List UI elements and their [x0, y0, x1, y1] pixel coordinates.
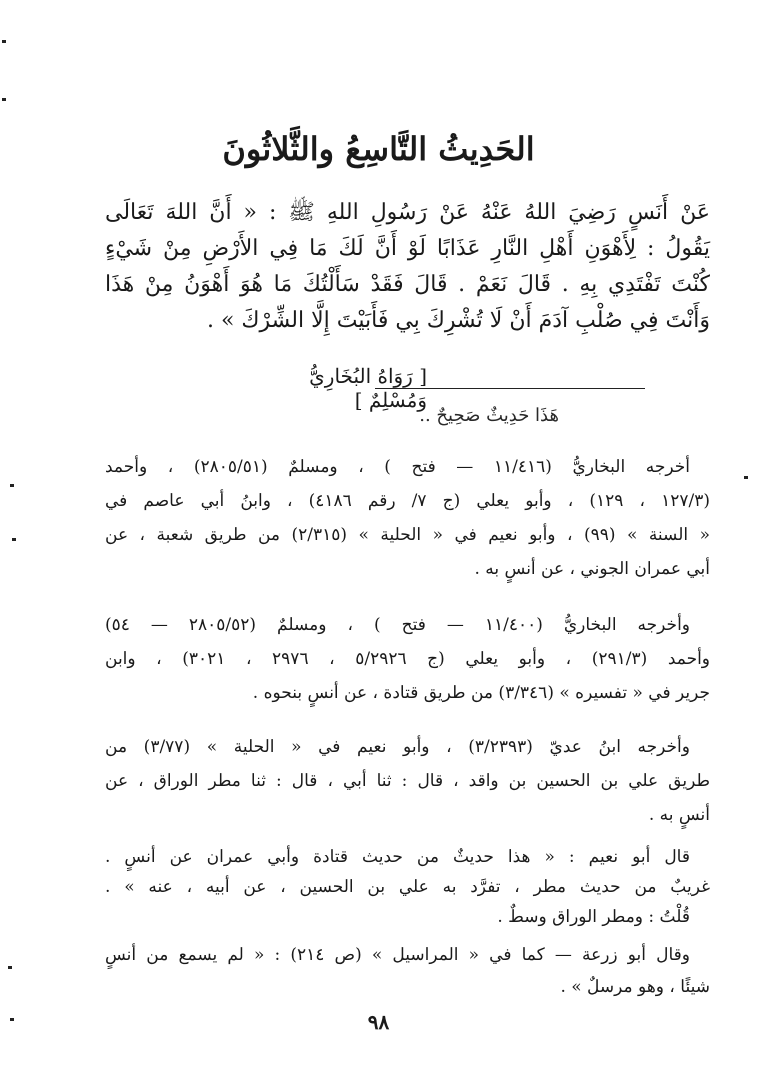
commentary-line: وأخرجه البخاريُّ (١١/٤٠٠ — فتح ) ، ومسلمٌ (٢٨٠٥/٥٢ — ٥٤): [105, 615, 690, 635]
commentary-line: شيئًا ، وهو مرسلٌ » .: [560, 977, 710, 997]
commentary-line: وأحمد (٢٩١/٣) ، وأبو يعلي (ج ٥/٢٩٢٦ ، ٢٩٧٦ ، ٣٠٢١) ، وابن: [105, 649, 711, 669]
commentary-paragraph: [105, 842, 710, 942]
scan-speck: [10, 484, 14, 487]
commentary-line: قُلْتُ : ومطر الوراق وسطٌ .: [497, 907, 690, 927]
scan-speck: [10, 1018, 14, 1021]
scan-speck: [744, 476, 748, 479]
commentary-line: قال أبو نعيم : « هذا حديثٌ من حديث قتادة وأبي عمران عن أنسٍ .: [105, 847, 690, 867]
commentary-line: وأخرجه ابنُ عديّ (٣/٢٣٩٣) ، وأبو نعيم في « الحلية » (٣/٧٧) من: [105, 737, 690, 757]
commentary-line: (١٢٧/٣ ، ١٢٩) ، وأبو يعلي (ج ٧/ رقم ٤١٨٦) ، وابنُ أبي عاصم في: [105, 491, 710, 511]
commentary-paragraph: [105, 452, 710, 582]
commentary-line: جرير في « تفسيره » (٣/٣٤٦) من طريق قتادة ، عن أنسٍ بنحوه .: [252, 683, 710, 703]
commentary-line: أبي عمران الجوني ، عن أنسٍ به .: [474, 559, 710, 579]
hadith-line: يَقُولُ : لِأَهْوَنِ أَهْلِ النَّارِ عَذَابًا لَوْ أَنَّ لَكَ مَا فِي الأَرْضِ مِنْ شَيْءٍ: [105, 236, 710, 261]
hadith-source: [ رَوَاهُ البُخَارِيُّ وَمُسْلِمٌ ]: [309, 364, 427, 412]
commentary-line: « السنة » (٩٩) ، وأبو نعيم في « الحلية » (٢/٣١٥) من طريق شعبة ، عن: [105, 525, 711, 545]
hadith-line: عَنْ أَنَسٍ رَضِيَ اللهُ عَنْهُ عَنْ رَسُولِ اللهِ ﷺ : « أَنَّ اللهَ تَعَالَى: [105, 200, 710, 225]
commentary-paragraph: [105, 940, 710, 1010]
commentary-line: وقال أبو زرعة — كما في « المراسيل » (ص ٢١٤) : « لم يسمع من أنسٍ: [105, 945, 691, 965]
commentary-paragraph: [105, 610, 710, 710]
scan-speck: [2, 40, 6, 43]
hadith-text: [105, 195, 710, 345]
footnote-divider: [375, 388, 645, 389]
scan-speck: [2, 98, 6, 101]
scan-speck: [8, 966, 12, 969]
page-number: ٩٨: [367, 1010, 390, 1034]
commentary-line: طريق علي بن الحسين بن واقد ، قال : ثنا أبي ، قال : ثنا مطر الوراق ، عن: [105, 771, 710, 791]
commentary-line: أخرجه البخاريُّ (١١/٤١٦ — فتح ) ، ومسلمٌ (٢٨٠٥/٥١) ، وأحمد: [105, 457, 691, 477]
hadith-title: الحَدِيثُ التَّاسِعُ والثَّلاثُونَ: [222, 130, 535, 168]
commentary-paragraph: [105, 732, 710, 832]
hadith-line: كُنْتَ تَفْتَدِي بِهِ . قَالَ نَعَمْ . قَالَ فَقَدْ سَأَلْتُكَ مَا هُوَ أَهْوَنُ مِنْ هَذَا: [105, 272, 710, 297]
commentary-line: غريبٌ من حديث مطر ، تفرَّد به علي بن الحسين ، عن أبيه ، عنه » .: [105, 877, 710, 897]
commentary-line: أنسٍ به .: [648, 805, 710, 825]
hadith-grade: هَذَا حَدِيثٌ صَحِيحٌ ..: [419, 405, 559, 426]
hadith-line: وَأَنْتَ فِي صُلْبِ آدَمَ أَنْ لَا تُشْرِكَ بِي فَأَبَيْتَ إِلَّا الشِّرْكَ » .: [206, 308, 710, 333]
scan-speck: [12, 538, 16, 541]
